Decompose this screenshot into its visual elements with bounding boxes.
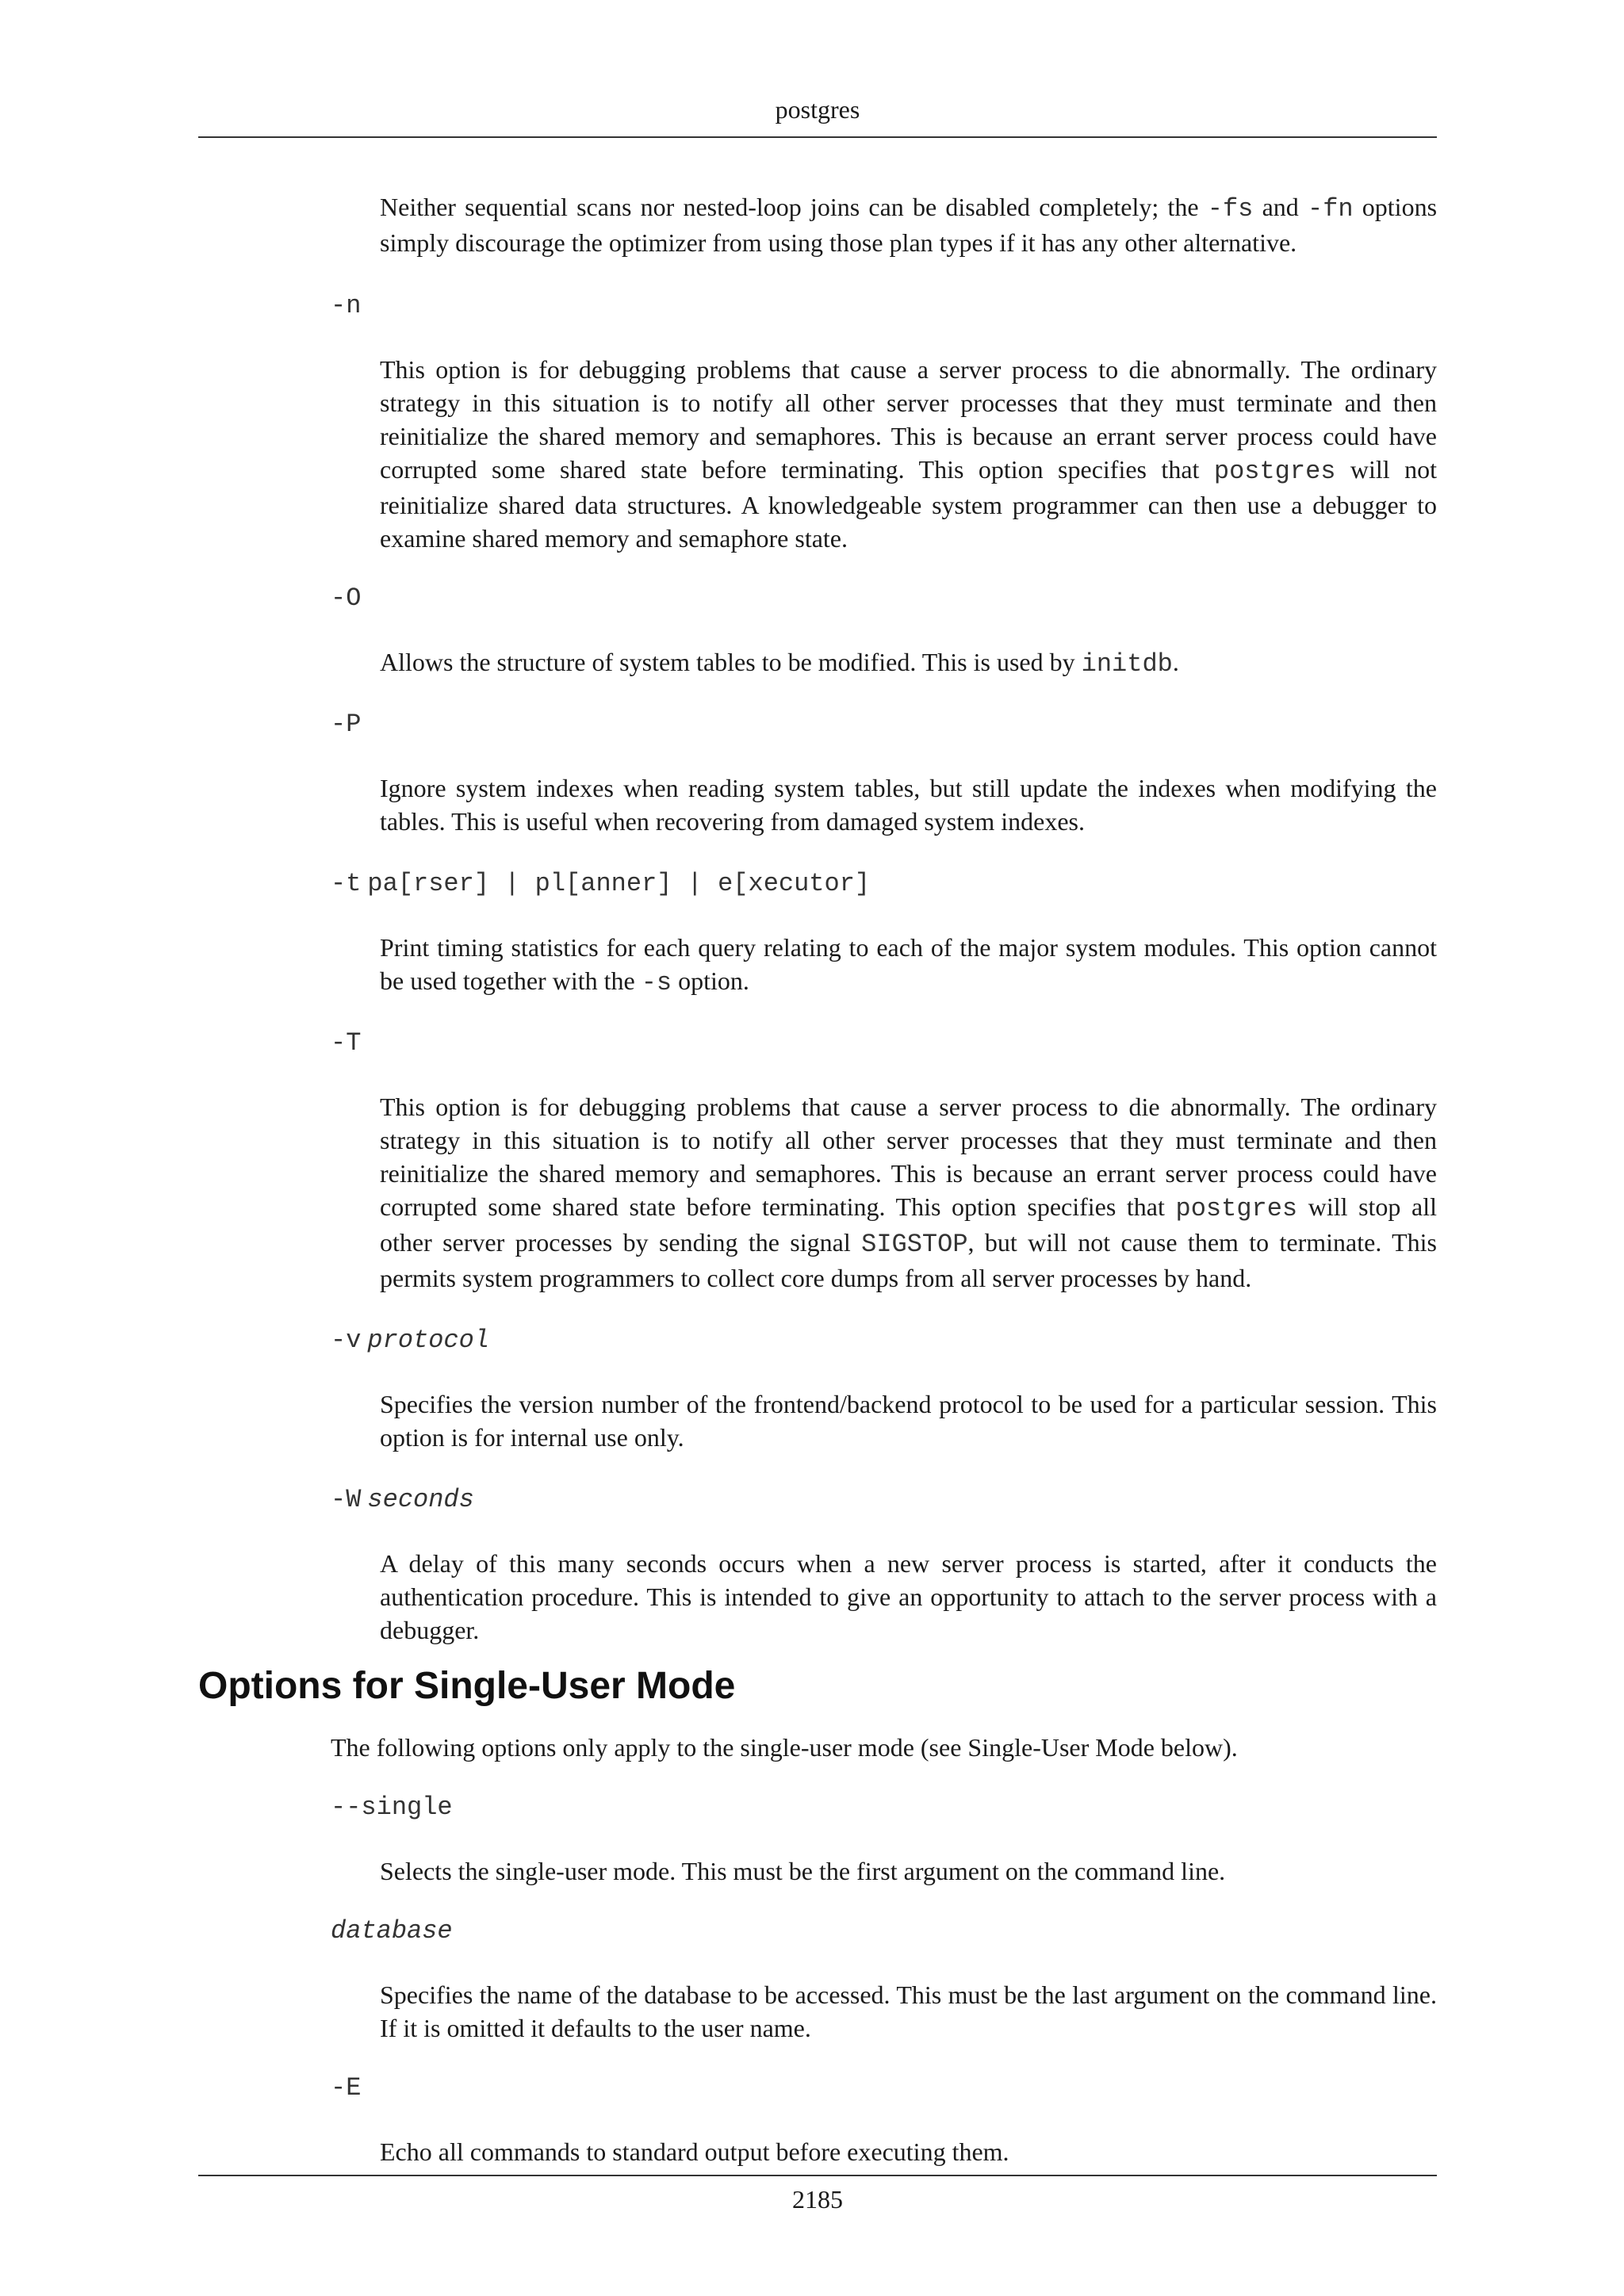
option-term-O: -O	[331, 584, 362, 613]
code-fs: -fs	[1207, 194, 1254, 224]
header-rule	[198, 136, 1437, 138]
term-arg: protocol	[367, 1326, 490, 1355]
text: Neither sequential scans nor nested-loop joins can be disabled completely; the	[380, 193, 1208, 221]
option-desc-W: A delay of this many seconds occurs when a new server process is started, after it conducts the authentication procedure. This is intended to give an opportunity to attach to the server process with a debugger.	[380, 1549, 1437, 1644]
text: will not reinitialize shared data structures. A knowledgeable system programmer can then use a debugger to examine shared memory and semaphore state.	[380, 455, 1438, 553]
text: This option is for debugging problems that cause a server process to die abnormally. The ordinary strategy in this situation is to notify all other server processes that they must terminate and then reinitialize the shared memory and semaphores. This is because an errant server process could have corrupted some shared state before terminating. This option specifies that	[380, 355, 1437, 484]
option-desc-v: Specifies the version number of the frontend/backend protocol to be used for a particular session. This option is for internal use only.	[380, 1390, 1437, 1452]
term-arg: pa[rser] | pl[anner] | e[xecutor]	[367, 869, 871, 898]
code-sigstop: SIGSTOP	[861, 1230, 968, 1259]
footer-rule	[198, 2175, 1437, 2176]
code-postgres: postgres	[1213, 457, 1336, 486]
option-desc-single: Selects the single-user mode. This must be the first argument on the command line.	[380, 1857, 1226, 1885]
page-number: 2185	[792, 2185, 843, 2214]
option-term-T: -T	[331, 1028, 362, 1058]
term-flag: -t	[331, 869, 362, 898]
text: , but will not cause them to terminate. This permits system programmers to collect core dumps from all server processes by hand.	[380, 1228, 1438, 1292]
code-fn: -fn	[1307, 194, 1354, 224]
code-initdb: initdb	[1081, 649, 1173, 679]
text: options simply discourage the optimizer from using those plan types if it has any other alternative.	[380, 193, 1438, 257]
option-desc-t	[380, 931, 1437, 1000]
text: Allows the structure of system tables to be modified. This is used by	[380, 648, 1082, 676]
term-arg: seconds	[367, 1485, 474, 1514]
section-intro: The following options only apply to the single-user mode (see Single-User Mode below).	[331, 1733, 1238, 1762]
option-term-E: -E	[331, 2073, 362, 2103]
term-flag: -W	[331, 1485, 362, 1514]
option-term-W	[331, 1481, 1437, 1517]
option-desc-T	[380, 1090, 1437, 1295]
code-postgres: postgres	[1175, 1194, 1298, 1223]
intro-paragraph	[380, 190, 1437, 259]
text: and	[1253, 193, 1308, 221]
text: This option is for debugging problems that cause a server process to die abnormally. The ordinary strategy in this situation is to notify all other server processes that they must terminate and then reinitialize the shared memory and semaphores. This is because an errant server process could have corrupted some shared state before terminating. This option specifies that	[380, 1093, 1437, 1221]
page-content	[198, 190, 1437, 2168]
term-flag: -v	[331, 1326, 362, 1355]
option-desc-E: Echo all commands to standard output before executing them.	[380, 2137, 1009, 2166]
option-term-single: --single	[331, 1793, 453, 1822]
text: option.	[672, 966, 749, 995]
text: will stop all other server processes by sending the signal	[380, 1192, 1438, 1257]
option-term-t	[331, 865, 1437, 901]
text: .	[1172, 648, 1179, 676]
option-desc-O	[380, 645, 1437, 681]
option-desc-n	[380, 353, 1437, 555]
option-term-n: -n	[331, 291, 362, 320]
section-heading: Options for Single-User Mode	[198, 1665, 736, 1707]
option-term-database: database	[331, 1916, 453, 1946]
running-header: postgres	[775, 95, 860, 124]
option-desc-P: Ignore system indexes when reading system tables, but still update the indexes when modifying the tables. This is useful when recovering from damaged system indexes.	[380, 774, 1437, 836]
option-term-P: -P	[331, 710, 362, 739]
code-s: -s	[641, 968, 672, 997]
text: Print timing statistics for each query relating to each of the major system modules. This option cannot be used together with the	[380, 933, 1437, 995]
option-term-v	[331, 1322, 1437, 1357]
option-desc-database: Specifies the name of the database to be accessed. This must be the last argument on the command line. If it is omitted it defaults to the user name.	[380, 1980, 1437, 2042]
